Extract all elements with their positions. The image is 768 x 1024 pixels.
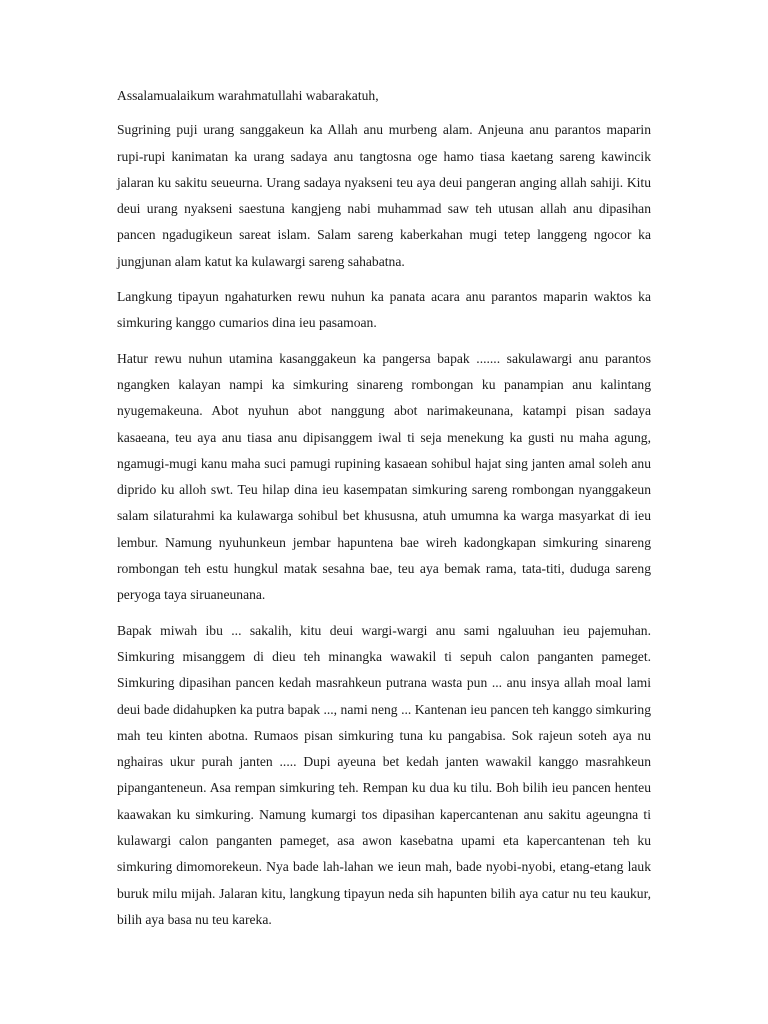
paragraph-opening-praise: Sugrining puji urang sanggakeun ka Allah anu murbeng alam. Anjeuna anu parantos maparin rupi-rupi kanimatan ka urang sadaya anu tangtosna oge hamo tiasa kaetang sareng kawincik jalaran ku sakitu seueurna. Urang sadaya nyakseni teu aya deui pangeran anging allah sahiji. Kitu deui urang nyakseni saestuna kangjeng nabi muhammad saw teh utusan allah anu dipasihan pancen ngadugikeun sareat islam. Salam sareng kaberkahan mugi tetep langgeng ngocor ka jungjunan alam katut ka kulawargi sareng sahabatna. xyxy=(117,122,651,269)
paragraph-thanks-family: Hatur rewu nuhun utamina kasanggakeun ka pangersa bapak ....... sakulawargi anu parantos ngangken kalayan nampi ka simkuring sinareng rombongan ku panampian anu kalintang nyugemakeuna. Abot nyuhun abot nanggung abot narimakeunana, katampi pisan sadaya kasaeana, teu aya anu tiasa anu dipisanggem iwal ti seja menekung ka gusti nu maha agung, ngamugi-mugi kanu maha suci pamugi rupining kasaean sohibul hajat sing janten amal soleh anu diprido ku alloh swt. Teu hilap dina ieu kasempatan simkuring sareng rombongan nyanggakeun salam silaturahmi ka kulawarga sohibul bet khususna, atuh umumna ka warga masyarkat di ieu lembur. Namung nyuhunkeun jembar hapuntena bae wireh kadongkapan simkuring sinareng rombongan teh estu hungkul matak sesahna bae, teu aya bemak rama, tata-titi, duduga sareng peryoga taya siruaneunana. xyxy=(117,350,651,603)
paragraph-representative: Bapak miwah ibu ... sakalih, kitu deui wargi-wargi anu sami ngaluuhan ieu pajemuhan. Simkuring misanggem di dieu teh minangka wawakil ti sepuh calon panganten pameget. Simkuring dipasihan pancen kedah masrahkeun putrana wasta pun ... anu insya allah moal lami deui bade didahupken ka putra bapak ..., nami neng ... Kantenan ieu pancen teh kanggo simkuring mah teu kinten abotna. Rumaos pisan simkuring tuna ku pangabisa. Sok rajeun soteh aya nu nghairas ukur purah janten ..... Dupi ayeuna bet kedah janten wawakil kanggo masrahkeun pipanganteneun. Asa rempan simkuring teh. Rempan ku dua ku tilu. Boh bilih ieu pancen henteu kaawakan ku simkuring. Namung kumargi tos dipasihan kapercantenan anu sakitu ageungna ti kulawargi calon panganten pameget, asa awon kasebatna upami eta kapercantenan teh ku simkuring dimomorekeun. Nya bade lah-lahan we ieun mah, bade nyobi-nyobi, etang-etang lauk buruk milu mijah. Jalaran kitu, langkung tipayun neda sih hapunten bilih aya catur nu teu kaukur, bilih aya basa nu teu kareka. xyxy=(117,622,651,927)
paragraph-thanks-host: Langkung tipayun ngahaturken rewu nuhun ka panata acara anu parantos maparin waktos ka simkuring kanggo cumarios dina ieu pasamoan. xyxy=(117,289,651,331)
greeting-line: Assalamualaikum warahmatullahi wabarakatuh, xyxy=(117,88,379,103)
